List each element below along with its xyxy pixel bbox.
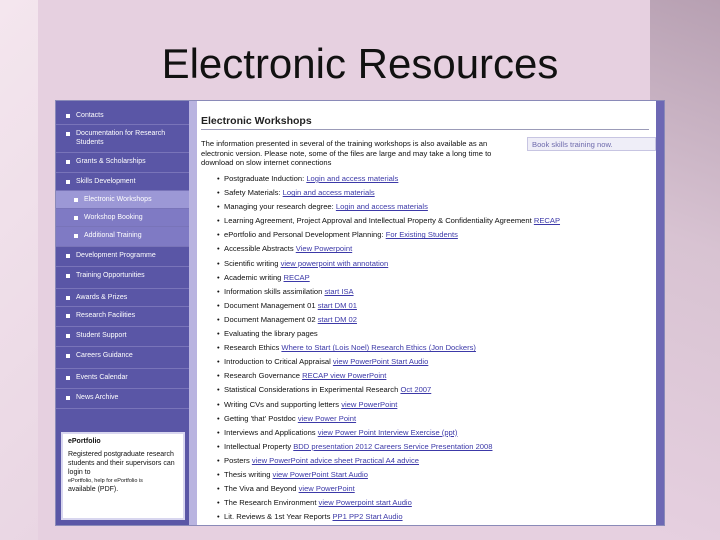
list-item [201, 172, 649, 186]
book-skills-training-link[interactable]: Book skills training now. [527, 137, 656, 151]
main-content [201, 101, 656, 525]
bullet-icon [74, 216, 78, 220]
bullet-icon: • [217, 230, 220, 240]
bullet-icon [74, 198, 78, 202]
workshop-title: Statistical Considerations in Experimental Research [224, 385, 401, 395]
workshop-link[interactable]: PP1 PP2 Start Audio [332, 512, 403, 522]
workshop-list [201, 172, 649, 524]
bullet-icon: • [217, 357, 220, 367]
workshop-title: Introduction to Critical Appraisal [224, 357, 333, 367]
sidebar-item[interactable] [56, 389, 189, 409]
list-item [201, 440, 649, 454]
list-item [201, 369, 649, 383]
sidebar-item[interactable] [56, 347, 189, 369]
sidebar-item[interactable] [56, 209, 189, 227]
sidebar-item[interactable] [56, 307, 189, 327]
slide-title: Electronic Resources [161, 40, 559, 87]
workshop-link[interactable]: view PowerPoint [298, 484, 355, 494]
workshop-title: Scientific writing [224, 258, 281, 268]
list-item [201, 468, 649, 482]
list-item [201, 186, 649, 200]
workshop-link[interactable]: view PowerPoint Start Audio [332, 357, 429, 367]
bullet-icon [66, 376, 70, 380]
workshop-title: Postgraduate Induction: [224, 174, 307, 183]
page-title: Electronic Workshops [201, 115, 312, 127]
bullet-icon [74, 234, 78, 238]
list-item [201, 228, 649, 242]
workshop-title: The Research Environment [224, 498, 319, 508]
bullet-icon: • [217, 174, 220, 183]
bullet-icon: • [217, 216, 220, 226]
sidebar-item[interactable] [56, 173, 189, 191]
bullet-icon: • [217, 188, 220, 198]
sidebar-item-label: News Archive [76, 394, 119, 401]
workshop-link[interactable]: start DM 02 [317, 314, 357, 324]
workshop-link[interactable]: view PowerPoint [341, 399, 398, 409]
sidebar-item-label: Careers Guidance [76, 352, 133, 359]
workshop-link[interactable]: view powerpoint with annotation [280, 258, 389, 268]
list-item [201, 313, 649, 327]
bullet-icon: • [217, 385, 220, 395]
list-item [201, 200, 649, 214]
sidebar-item-label: Research Facilities [76, 312, 136, 319]
list-item [201, 482, 649, 496]
workshop-title: Research Ethics [224, 343, 282, 353]
sidebar-item[interactable] [56, 267, 189, 289]
content-left-border [189, 101, 197, 525]
list-item [201, 510, 649, 524]
bullet-icon: • [217, 484, 220, 494]
content-right-border [656, 101, 664, 525]
intro-paragraph: The information presented in several of the training workshops is also available as an electronic version. Please note, some of the files are large and may take a long time to download on slow internet connections [201, 139, 492, 167]
workshop-link[interactable]: start ISA [324, 286, 354, 296]
workshop-title: Managing your research degree: [224, 202, 336, 212]
workshop-title: Accessible Abstracts [224, 244, 296, 254]
workshop-link[interactable]: View Powerpoint [295, 244, 353, 254]
sidebar-nav-list [56, 101, 189, 409]
sidebar-item[interactable] [56, 125, 189, 153]
workshop-link[interactable]: Where to Start (Lois Noel) Research Ethics (Jon Dockers) [281, 343, 476, 353]
bullet-icon [66, 254, 70, 258]
bullet-icon [66, 296, 70, 300]
workshop-title: Document Management 01 [224, 300, 318, 310]
title-divider [201, 129, 649, 130]
workshop-title: Writing CVs and supporting letters [224, 399, 342, 409]
workshop-link[interactable]: Login and access materials [282, 188, 375, 198]
website-screenshot [55, 100, 665, 526]
workshop-title: Interviews and Applications [224, 427, 318, 437]
workshop-link[interactable]: RECAP [283, 272, 310, 282]
sidebar-item[interactable] [56, 191, 189, 209]
list-item [201, 496, 649, 510]
sidebar-item-label: Electronic Workshops [84, 196, 152, 203]
sidebar-nav [56, 101, 189, 525]
workshop-link[interactable]: BDD presentation 2012 Careers Service Presentation 2008 [293, 441, 493, 451]
sidebar-item-label: Student Support [76, 332, 127, 339]
sidebar-item-label: Training Opportunities [76, 272, 145, 279]
workshop-link[interactable]: For Existing Students [385, 230, 458, 240]
sidebar-item-label: Workshop Booking [84, 214, 143, 221]
bullet-icon: • [217, 343, 220, 353]
list-item [201, 398, 649, 412]
list-item [201, 341, 649, 355]
workshop-link[interactable]: view PowerPoint advice sheet Practical A4 advice [251, 455, 420, 465]
sidebar-item-label: Awards & Prizes [76, 294, 128, 301]
sidebar-item[interactable] [56, 327, 189, 347]
bullet-icon: • [217, 258, 220, 268]
eportfolio-title: ePortfolio [68, 438, 101, 445]
bullet-icon: • [217, 371, 220, 381]
eportfolio-link[interactable]: ePortfolio, help for ePortfolio is [68, 478, 143, 484]
bullet-icon [66, 314, 70, 318]
list-item [201, 355, 649, 369]
bullet-icon: • [217, 498, 220, 508]
sidebar-item-label: Documentation for Research Students [76, 130, 166, 146]
workshop-title: Academic writing [224, 272, 284, 282]
workshop-title: Getting 'that' Postdoc [224, 413, 298, 423]
bullet-icon [66, 354, 70, 358]
list-item [201, 285, 649, 299]
bullet-icon: • [217, 202, 220, 212]
sidebar-item-label: Contacts [76, 112, 104, 119]
eportfolio-tail: available (PDF). [68, 486, 119, 493]
workshop-link[interactable]: RECAP view PowerPoint [302, 371, 387, 381]
bullet-icon [66, 396, 70, 400]
list-item [201, 271, 649, 285]
bullet-icon [66, 114, 70, 118]
bullet-icon: • [217, 286, 220, 296]
sidebar-item-label: Events Calendar [76, 374, 128, 381]
workshop-link[interactable]: start DM 01 [317, 300, 357, 310]
intro-text [201, 139, 649, 168]
workshop-title: Posters [224, 455, 252, 465]
list-item [201, 426, 649, 440]
sidebar-item-label: Skills Development [76, 178, 136, 185]
bullet-icon: • [217, 441, 220, 451]
list-item [201, 214, 649, 228]
list-item [201, 412, 649, 426]
workshop-title: Safety Materials: [224, 188, 283, 198]
list-item [201, 242, 649, 256]
bullet-icon [66, 180, 70, 184]
list-item [201, 454, 649, 468]
workshop-title: Information skills assimilation [224, 286, 325, 296]
bullet-icon: • [217, 314, 220, 324]
bullet-icon: • [217, 469, 220, 479]
list-item [201, 383, 649, 397]
sidebar-item[interactable] [56, 227, 189, 247]
workshop-link[interactable]: view PowerPoint Start Audio [272, 469, 368, 479]
sidebar-item-label: Development Programme [76, 252, 156, 259]
workshop-title: The Viva and Beyond [224, 484, 299, 494]
sidebar-item[interactable] [56, 107, 189, 125]
bullet-icon: • [217, 272, 220, 282]
bullet-icon [66, 274, 70, 278]
workshop-title: Research Governance [224, 371, 303, 381]
workshop-title: Document Management 02 [224, 314, 318, 324]
list-item [201, 299, 649, 313]
eportfolio-box [61, 432, 185, 520]
sidebar-item-label: Additional Training [84, 232, 142, 239]
workshop-title: Thesis writing [224, 469, 273, 479]
bullet-icon: • [217, 329, 220, 339]
workshop-title: Lit. Reviews & 1st Year Reports [224, 512, 333, 522]
bullet-icon [66, 334, 70, 338]
workshop-link[interactable]: Login and access materials [306, 174, 399, 183]
bullet-icon: • [217, 399, 220, 409]
sidebar-item[interactable] [56, 153, 189, 173]
sidebar-item[interactable] [56, 247, 189, 267]
bullet-icon: • [217, 455, 220, 465]
list-item [201, 257, 649, 271]
workshop-title: ePortfolio and Personal Development Planning: [224, 230, 386, 240]
sidebar-item-label: Grants & Scholarships [76, 158, 146, 165]
workshop-link[interactable]: view Power Point [297, 413, 357, 423]
workshop-title: Learning Agreement, Project Approval and Intellectual Property & Confidentiality Agreement [224, 216, 534, 226]
workshop-link[interactable]: RECAP [533, 216, 561, 226]
workshop-title: Evaluating the library pages [224, 329, 318, 339]
workshop-link[interactable]: Oct 2007 [400, 385, 432, 395]
workshop-link[interactable]: view Power Point Interview Exercise (ppt) [317, 427, 458, 437]
bullet-icon: • [217, 300, 220, 310]
bullet-icon [66, 132, 70, 136]
list-item [201, 327, 649, 341]
eportfolio-body: Registered postgraduate research students and their supervisors can login to [68, 451, 175, 476]
bullet-icon: • [217, 512, 220, 522]
bullet-icon: • [217, 427, 220, 437]
bullet-icon: • [217, 413, 220, 423]
sidebar-item[interactable] [56, 289, 189, 307]
sidebar-item[interactable] [56, 369, 189, 389]
bullet-icon: • [217, 244, 220, 254]
workshop-link[interactable]: Login and access materials [335, 202, 428, 212]
workshop-link[interactable]: view Powerpoint start Audio [318, 498, 412, 508]
bullet-icon [66, 160, 70, 164]
workshop-title: Intellectual Property [224, 441, 294, 451]
